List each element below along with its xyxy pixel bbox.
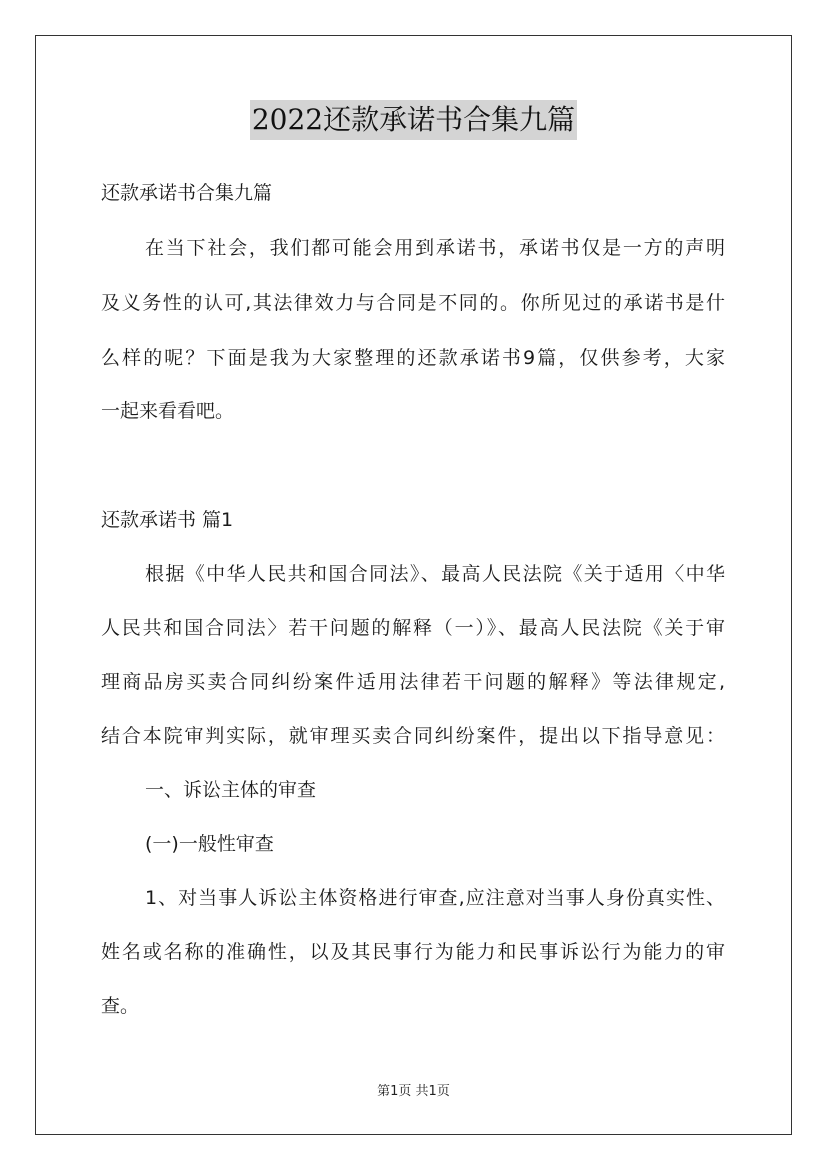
page-footer: 第1页 共1页 [377, 1084, 450, 1099]
body-heading-2: (一)一般性审查 [145, 833, 274, 855]
body-heading-1: 一、诉讼主体的审查 [145, 779, 317, 801]
body-line-3: 理商品房买卖合同纠纷案件适用法律若干问题的解释》等法律规定, [101, 671, 725, 693]
intro-line-3: 么样的呢？下面是我为大家整理的还款承诺书9篇，仅供参考，大家 [101, 347, 725, 369]
section-heading: 还款承诺书 篇1 [101, 509, 234, 531]
body-line-4: 结合本院审判实际，就审理买卖合同纠纷案件，提出以下指导意见： [101, 725, 725, 747]
body-line-1: 根据《中华人民共和国合同法》、最高人民法院《关于适用〈中华 [145, 563, 725, 585]
document-title: 2022还款承诺书合集九篇 [250, 100, 577, 140]
intro-line-4: 一起来看看吧。 [101, 400, 235, 422]
document-subtitle: 还款承诺书合集九篇 [101, 182, 273, 204]
body-line-2: 人民共和国合同法〉若干问题的解释（一）》、最高人民法院《关于审 [101, 617, 725, 639]
intro-line-2: 及义务性的认可,其法律效力与合同是不同的。你所见过的承诺书是什 [101, 292, 725, 314]
body-line-7: 1、对当事人诉讼主体资格进行审查,应注意对当事人身份真实性、 [145, 887, 725, 909]
body-line-8: 姓名或名称的准确性，以及其民事行为能力和民事诉讼行为能力的审 [101, 941, 725, 963]
title-container [0, 100, 827, 140]
body-line-9: 查。 [101, 995, 140, 1017]
intro-line-1: 在当下社会，我们都可能会用到承诺书，承诺书仅是一方的声明 [145, 237, 725, 259]
